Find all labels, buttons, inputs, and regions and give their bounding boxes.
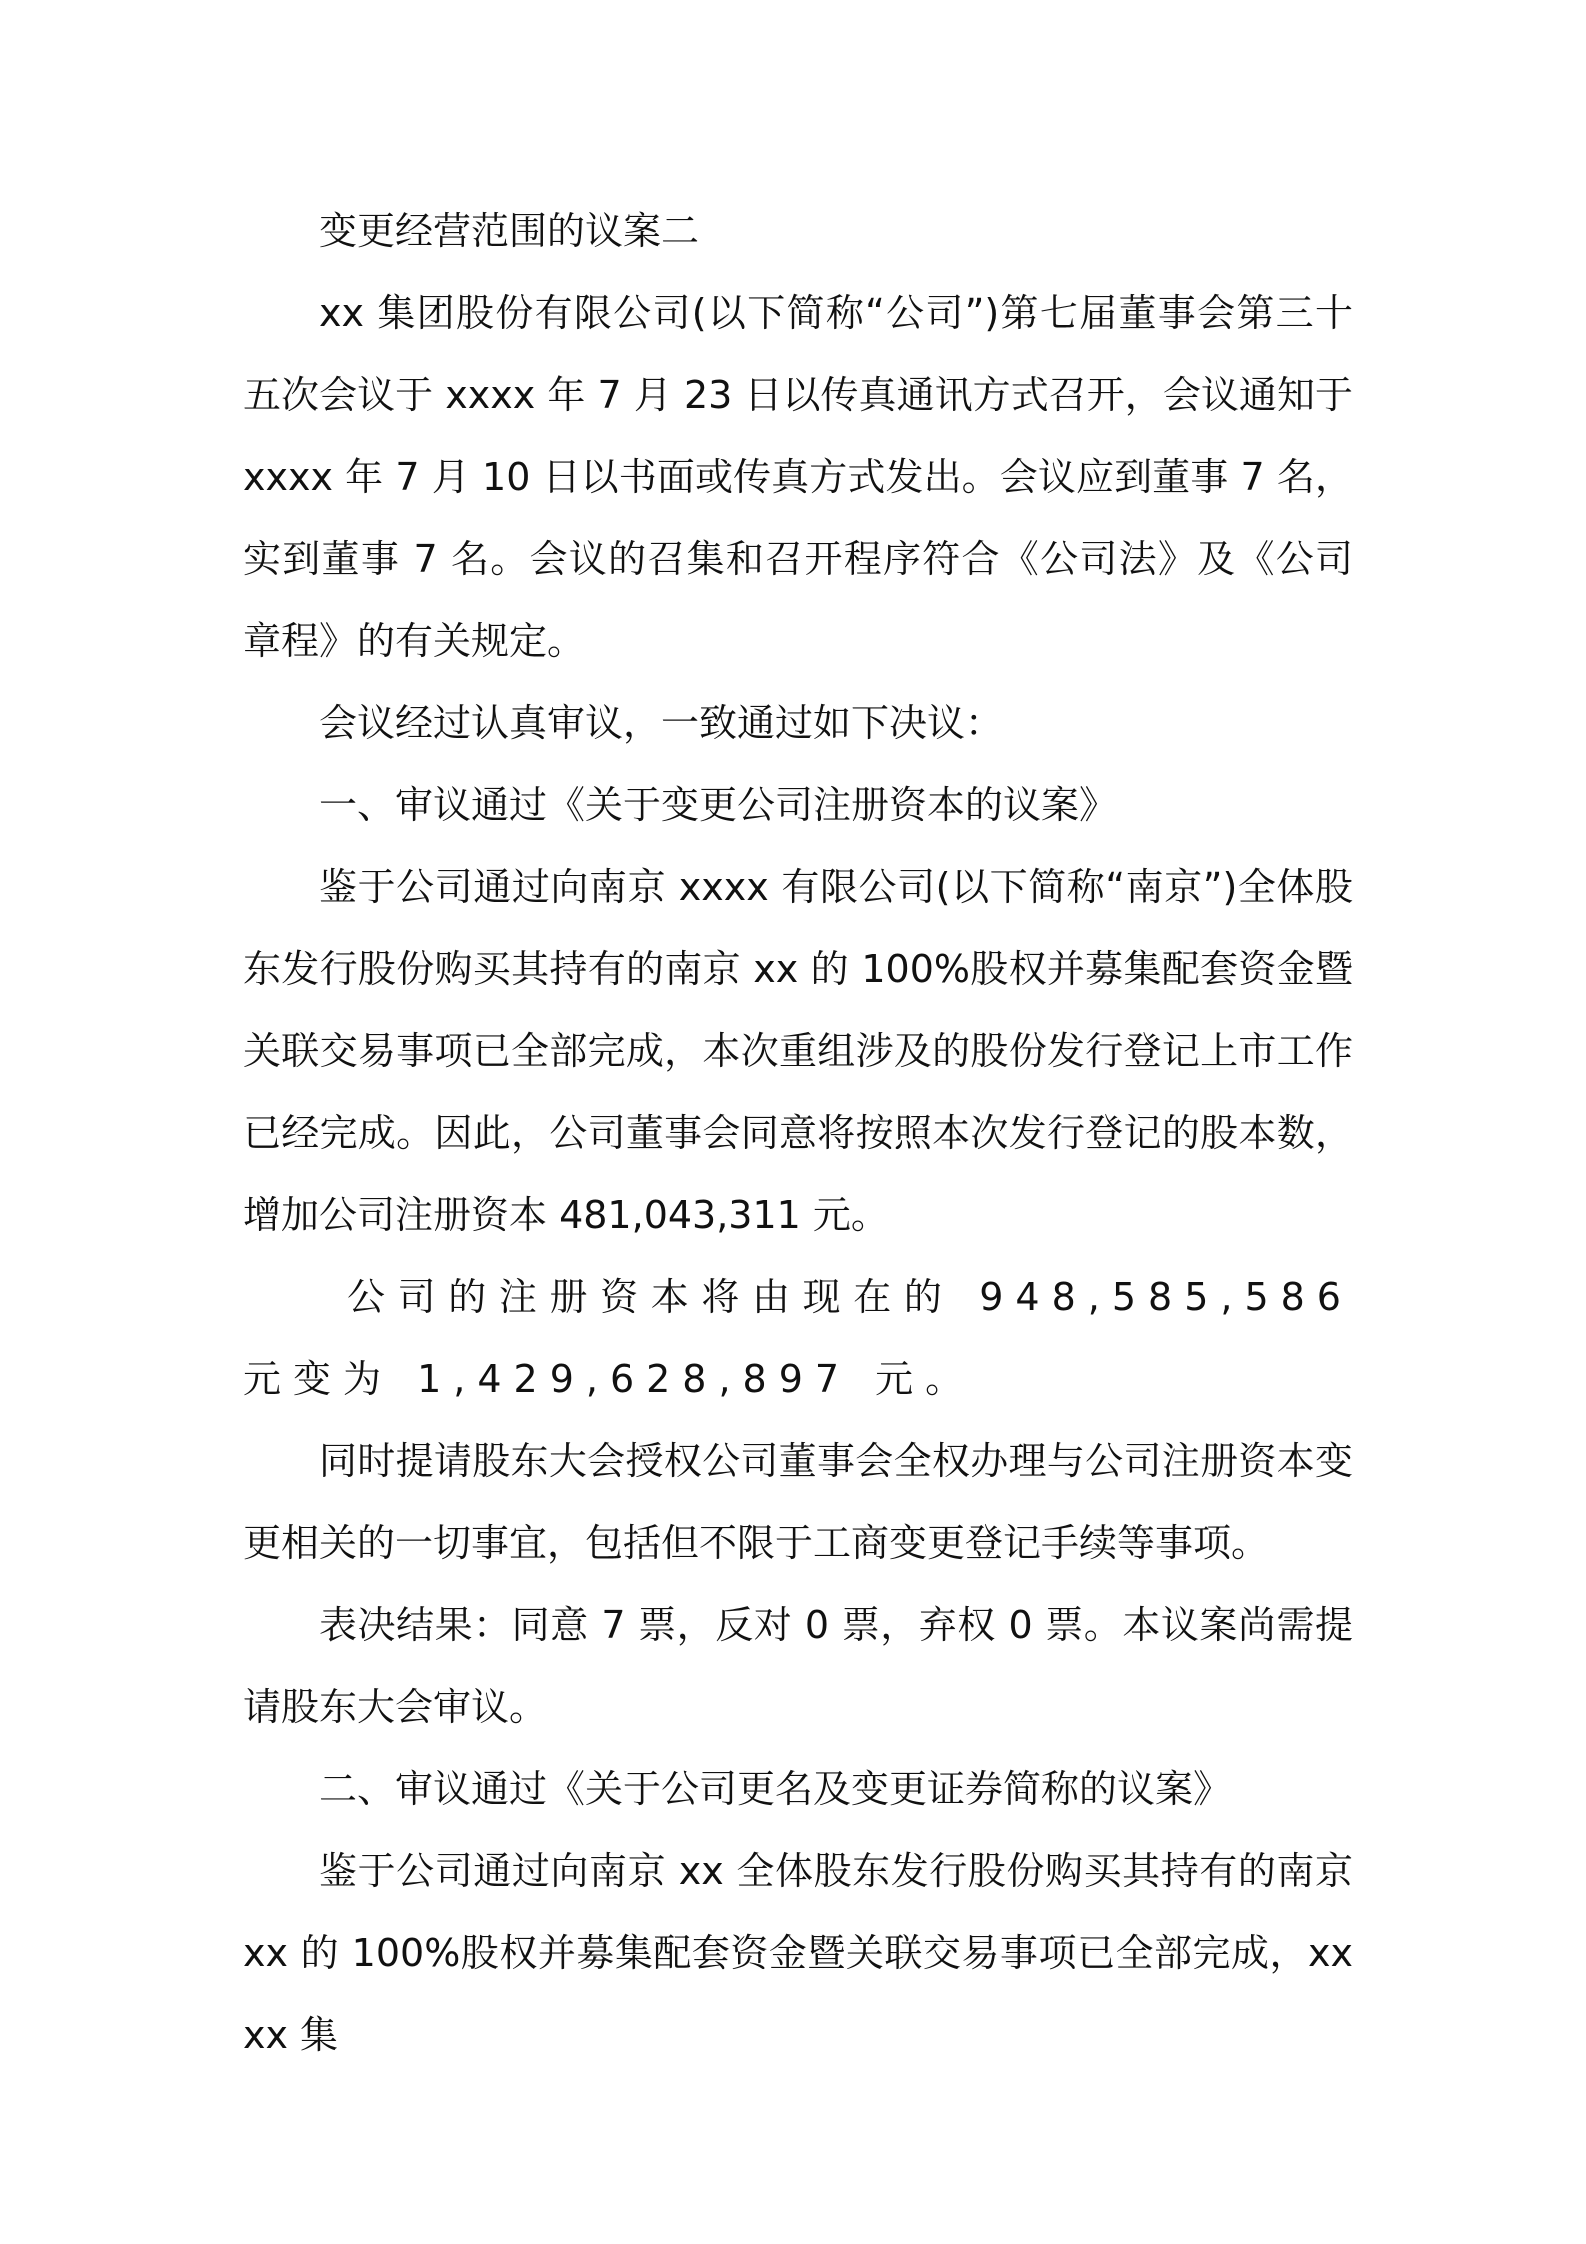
- paragraph-vote-result: 表决结果：同意 7 票，反对 0 票，弃权 0 票。本议案尚需提请股东大会审议。: [243, 1603, 1353, 1729]
- paragraph-rename-reason: 鉴于公司通过向南京 xx 全体股东发行股份购买其持有的南京 xx 的 100%股权并募集配套资金暨关联交易事项已全部完成，xxxx 集: [243, 1849, 1353, 2057]
- paragraph-meeting-info: xx 集团股份有限公司(以下简称“公司”)第七届董事会第三十五次会议于 xxxx 年 7 月 23 日以传真通讯方式召开，会议通知于 xxxx 年 7 月 10 日以书面或传真方式发出。会议应到董事 7 名，实到董事 7 名。会议的召集和召开程序符合《公司法》及《公司章程》的有关规定。: [243, 291, 1353, 663]
- paragraph-resolution-intro: 会议经过认真审议，一致通过如下决议：: [319, 701, 1004, 745]
- paragraph-capital-change: 公司的注册资本将由现在的 948,585,586 元变为 1,429,628,897 元。: [243, 1275, 1353, 1401]
- section-heading-2: 二、审议通过《关于公司更名及变更证券简称的议案》: [319, 1767, 1232, 1811]
- document-body: [243, 190, 1353, 2076]
- document-title: 变更经营范围的议案二: [319, 209, 700, 253]
- paragraph-authorization: 同时提请股东大会授权公司董事会全权办理与公司注册资本变更相关的一切事宜，包括但不限于工商变更登记手续等事项。: [243, 1439, 1353, 1565]
- section-heading-1: 一、审议通过《关于变更公司注册资本的议案》: [319, 783, 1118, 827]
- paragraph-capital-reason: 鉴于公司通过向南京 xxxx 有限公司(以下简称“南京”)全体股东发行股份购买其持有的南京 xx 的 100%股权并募集配套资金暨关联交易事项已全部完成，本次重组涉及的股份发行登记上市工作已经完成。因此，公司董事会同意将按照本次发行登记的股本数，增加公司注册资本 481,043,311 元。: [243, 865, 1353, 1237]
